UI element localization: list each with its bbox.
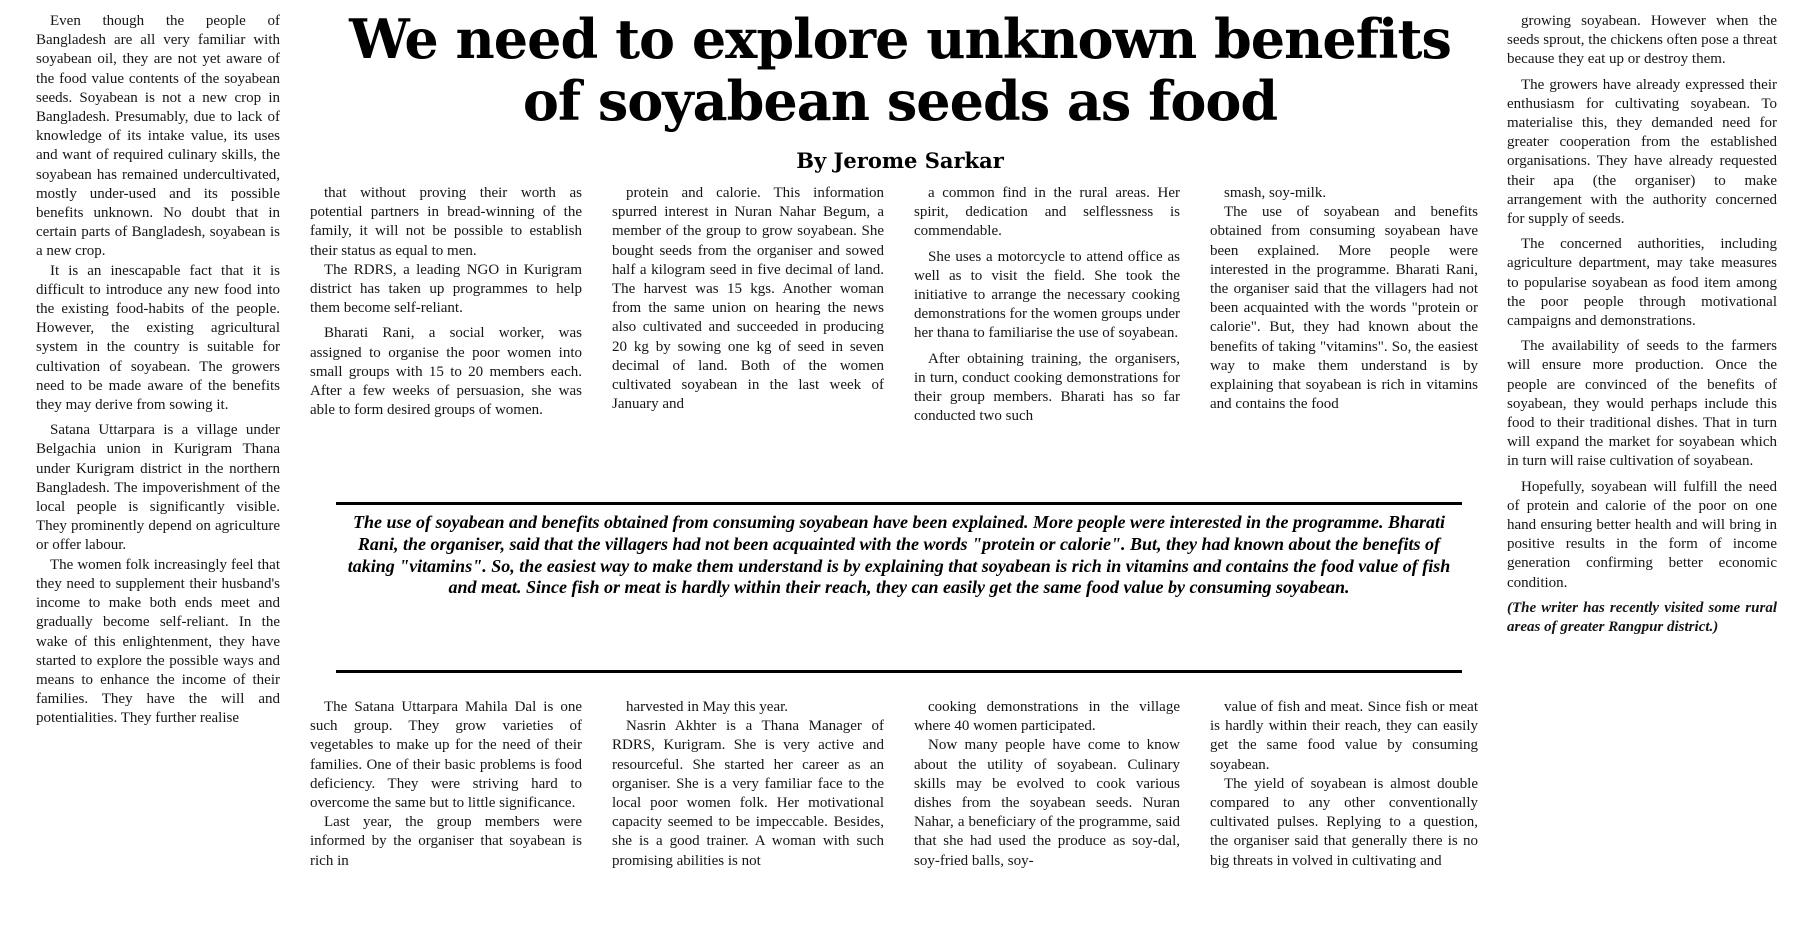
column-5-lower — [1210, 698, 1478, 871]
column-4-upper — [914, 184, 1180, 426]
paragraph: Even though the people of Bangladesh are all very familiar with soyabean oil, they are not yet aware of the food value contents of the soyabean seeds. Soyabean is not a new crop in Bangladesh. Presumably, due to lack of knowledge of its intake value, its uses and want of required culinary skills, the soyabean has remained undercultivated, mostly under-used and its possible benefits unknown. No doubt that in certain parts of Bangladesh, soyabean is a new crop. — [36, 13, 280, 260]
paragraph: After obtaining training, the organisers, in turn, conduct cooking demonstrations for their group members. Bharati has so far conducted two such — [914, 350, 1180, 425]
paragraph: The yield of soyabean is almost double compared to any other conventionally cultivated pulses. Replying to a question, the organiser said that generally there is no big threats in volved in cultivating and — [1210, 775, 1478, 869]
paragraph: The availability of seeds to the farmers will ensure more production. Once the people are convinced of the benefits of soyabean, they would perhaps include this food to their traditional dishes. That in turn will expand the market for soyabean which in turn will raise cultivation of soyabean. — [1507, 338, 1777, 470]
headline — [310, 8, 1490, 132]
paragraph: Last year, the group members were informed by the organiser that soyabean is rich in — [310, 814, 582, 869]
column-1 — [36, 12, 280, 729]
paragraph: Nasrin Akhter is a Thana Manager of RDRS, Kurigram. She is very active and resourceful. She started her career as an organiser. She is a very familiar face to the local poor women folk. Her motivational capacity seemed to be impeccable. Besides, she is a good trainer. A woman with such promising abilities is not — [612, 718, 884, 869]
paragraph: smash, soy-milk. — [1224, 185, 1327, 201]
headline-line-2: of soyabean seeds as food — [522, 69, 1278, 133]
paragraph: growing soyabean. However when the seeds sprout, the chickens often pose a threat because they eat up or destroy them. — [1507, 13, 1777, 68]
byline: By Jerome Sarkar — [796, 148, 1004, 173]
column-2-upper — [310, 184, 582, 420]
pull-quote: The use of soyabean and benefits obtained from consuming soyabean have been explained. More people were interested in the programme. Bharati Rani, the organiser, said that the villagers had not been acquainted with the words "protein or calorie". But, they had known about the benefits of taking "vitamins". So, the easiest way to make them understand is by explaining that soyabean is rich in vitamins and contains the food value of fish and meat. Since fish or meat is hardly within their reach, they can easily get the same food value by consuming soyabean. — [347, 512, 1451, 598]
paragraph: Now many people have come to know about the utility of soyabean. Culinary skills may be evolved to cook various dishes from the soyabean seeds. Nuran Nahar, a beneficiary of the programme, said that she had used the produce as soy-dal, soy-fried balls, soy- — [914, 737, 1180, 869]
paragraph: value of fish and meat. Since fish or meat is hardly within their reach, they can easily get the same food value by consuming soyabean. — [1210, 699, 1478, 773]
paragraph: Satana Uttarpara is a village under Belgachia union in Kurigram Thana under Kurigram district in the northern Bangladesh. The impoverishment of the local people is significantly visible. They prominently depend on agriculture or offer labour. — [36, 422, 280, 554]
paragraph: protein and calorie. This information spurred interest in Nuran Nahar Begum, a member of the group to grow soyabean. She bought seeds from the organiser and sowed half a kilogram seed in five decimal of land. The harvest was 15 kgs. Another woman from the same union on hearing the news also cultivated and succeeded in producing 20 kg by sowing one kg of seed in seven decimal of land. Both of the women cultivated soyabean in the last week of January and — [612, 185, 884, 413]
paragraph: The use of soyabean and benefits obtained from consuming soyabean have been explained. More people were interested in the programme. Bharati Rani, the organiser said that the villagers had not been acquainted with the words "protein or calorie". But, they had known about the benefits of taking "vitamins". So, the easiest way to make them understand is by explaining that soyabean is rich in vitamins and contains the food — [1210, 204, 1478, 413]
paragraph: a common find in the rural areas. Her spirit, dedication and selflessness is commendable. — [914, 185, 1180, 240]
paragraph: Bharati Rani, a social worker, was assigned to organise the poor women into small groups with 15 to 20 members each. After a few weeks of persuasion, she was able to form desired groups of women. — [310, 325, 582, 419]
column-5-upper — [1210, 184, 1478, 414]
paragraph: harvested in May this year. — [626, 699, 789, 715]
headline-line-1: We need to explore unknown benefits — [349, 7, 1451, 71]
paragraph: The Satana Uttarpara Mahila Dal is one such group. They grow varieties of vegetables to make up for the need of their families. One of their basic problems is food deficiency. They were striving hard to overcome the same but to little significance. — [310, 699, 582, 812]
paragraph: It is an inescapable fact that it is difficult to introduce any new food into the existing food-habits of the people. However, the existing agricultural system in the country is suitable for cultivation of soyabean. The growers need to be made aware of the benefits they may derive from sowing it. — [36, 262, 280, 414]
paragraph: The growers have already expressed their enthusiasm for cultivating soyabean. To materialise this, they demanded need for greater cooperation from the established organisations. They have already requested their apa (the organiser) to make arrangement with the authority concerned for supply of seeds. — [1507, 76, 1777, 228]
column-3-lower — [612, 698, 884, 871]
column-2-lower — [310, 698, 582, 871]
paragraph: The women folk increasingly feel that they need to supplement their husband's income to make both ends meet and gradually become self-reliant. In the wake of this enlightenment, they have started to explore the possible ways and means to enhance the income of their families. They have the will and potentialities. They further realise — [36, 556, 280, 727]
paragraph: The concerned authorities, including agriculture department, may take measures to popularise soyabean as food item among the poor people through motivational campaigns and demonstrations. — [1507, 236, 1777, 330]
paragraph: that without proving their worth as potential partners in bread-winning of the family, it will not be possible to establish their status as equal to men. — [310, 185, 582, 259]
column-4-lower — [914, 698, 1180, 871]
paragraph: Hopefully, soyabean will fulfill the need of protein and calorie of the poor on one hand ensuring better health and will bring in positive results in the form of income generation confirming better economic condition. — [1507, 478, 1777, 591]
paragraph: cooking demonstrations in the village where 40 women participated. — [914, 699, 1180, 735]
author-note: (The writer has recently visited some rural areas of greater Rangpur district.) — [1507, 599, 1777, 636]
paragraph: The RDRS, a leading NGO in Kurigram district has taken up programmes to help them become self-reliant. — [310, 261, 582, 317]
column-6 — [1507, 12, 1777, 637]
paragraph: She uses a motorcycle to attend office as well as to visit the field. She took the initiative to arrange the necessary cooking demonstrations for the women groups under her thana to familiarise the use of soyabean. — [914, 248, 1180, 342]
pull-quote-rule-top — [336, 502, 1462, 505]
pull-quote-rule-bottom — [336, 670, 1462, 673]
column-3-upper — [612, 184, 884, 414]
